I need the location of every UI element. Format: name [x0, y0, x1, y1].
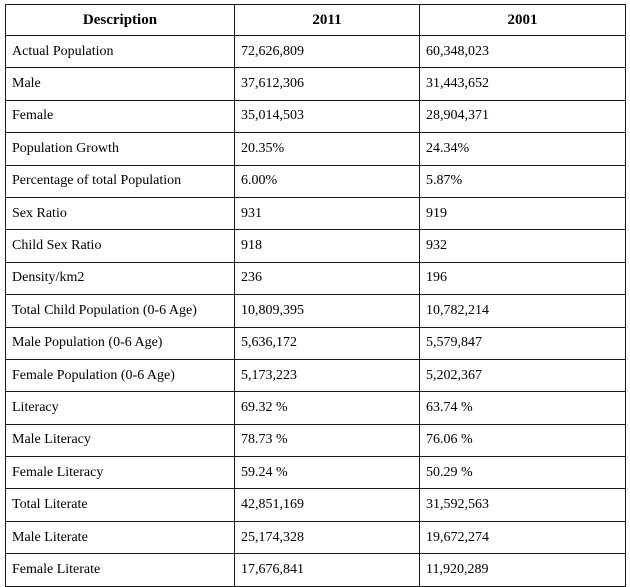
table-row [6, 133, 626, 165]
cell-value-2001: 919 [420, 197, 626, 229]
table-row [6, 489, 626, 521]
cell-value-2011: 10,809,395 [235, 295, 420, 327]
table-row [6, 424, 626, 456]
cell-value-2001: 28,904,371 [420, 100, 626, 132]
cell-value-2001: 31,592,563 [420, 489, 626, 521]
cell-value-2001: 31,443,652 [420, 68, 626, 100]
table-body [6, 36, 626, 587]
cell-value-2001: 63.74 % [420, 392, 626, 424]
cell-description: Male Literacy [6, 424, 235, 456]
cell-description: Sex Ratio [6, 197, 235, 229]
cell-value-2001: 19,672,274 [420, 521, 626, 553]
cell-value-2001: 60,348,023 [420, 36, 626, 68]
cell-value-2001: 932 [420, 230, 626, 262]
table-row [6, 36, 626, 68]
cell-description: Actual Population [6, 36, 235, 68]
cell-value-2001: 196 [420, 262, 626, 294]
cell-description: Total Child Population (0-6 Age) [6, 295, 235, 327]
cell-description: Population Growth [6, 133, 235, 165]
cell-value-2011: 5,173,223 [235, 359, 420, 391]
cell-value-2011: 17,676,841 [235, 554, 420, 586]
cell-description: Female Population (0-6 Age) [6, 359, 235, 391]
cell-value-2001: 11,920,289 [420, 554, 626, 586]
population-statistics-table-container [5, 4, 625, 587]
cell-description: Female [6, 100, 235, 132]
table-row [6, 100, 626, 132]
cell-value-2011: 5,636,172 [235, 327, 420, 359]
cell-description: Female Literacy [6, 457, 235, 489]
table-header-row [6, 5, 626, 36]
cell-value-2011: 69.32 % [235, 392, 420, 424]
table-row [6, 295, 626, 327]
cell-value-2011: 918 [235, 230, 420, 262]
cell-value-2011: 59.24 % [235, 457, 420, 489]
cell-value-2011: 236 [235, 262, 420, 294]
population-statistics-table [5, 4, 626, 587]
table-row [6, 359, 626, 391]
cell-description: Percentage of total Population [6, 165, 235, 197]
table-row [6, 197, 626, 229]
table-row [6, 230, 626, 262]
cell-value-2011: 931 [235, 197, 420, 229]
cell-value-2011: 25,174,328 [235, 521, 420, 553]
table-header [6, 5, 626, 36]
cell-value-2011: 72,626,809 [235, 36, 420, 68]
cell-description: Male Literate [6, 521, 235, 553]
cell-value-2001: 10,782,214 [420, 295, 626, 327]
table-row [6, 457, 626, 489]
cell-description: Total Literate [6, 489, 235, 521]
cell-value-2011: 35,014,503 [235, 100, 420, 132]
cell-description: Child Sex Ratio [6, 230, 235, 262]
table-row [6, 262, 626, 294]
cell-description: Literacy [6, 392, 235, 424]
cell-value-2001: 24.34% [420, 133, 626, 165]
column-header-description: Description [6, 5, 235, 36]
table-row [6, 165, 626, 197]
cell-value-2011: 20.35% [235, 133, 420, 165]
column-header-2011: 2011 [235, 5, 420, 36]
cell-description: Male Population (0-6 Age) [6, 327, 235, 359]
cell-value-2001: 76.06 % [420, 424, 626, 456]
cell-description: Male [6, 68, 235, 100]
cell-value-2011: 6.00% [235, 165, 420, 197]
cell-value-2001: 50.29 % [420, 457, 626, 489]
cell-value-2011: 42,851,169 [235, 489, 420, 521]
table-row [6, 392, 626, 424]
cell-value-2001: 5.87% [420, 165, 626, 197]
cell-description: Female Literate [6, 554, 235, 586]
cell-value-2011: 78.73 % [235, 424, 420, 456]
table-row [6, 68, 626, 100]
cell-value-2011: 37,612,306 [235, 68, 420, 100]
cell-value-2001: 5,579,847 [420, 327, 626, 359]
table-row [6, 521, 626, 553]
cell-value-2001: 5,202,367 [420, 359, 626, 391]
cell-description: Density/km2 [6, 262, 235, 294]
column-header-2001: 2001 [420, 5, 626, 36]
table-row [6, 554, 626, 586]
table-row [6, 327, 626, 359]
